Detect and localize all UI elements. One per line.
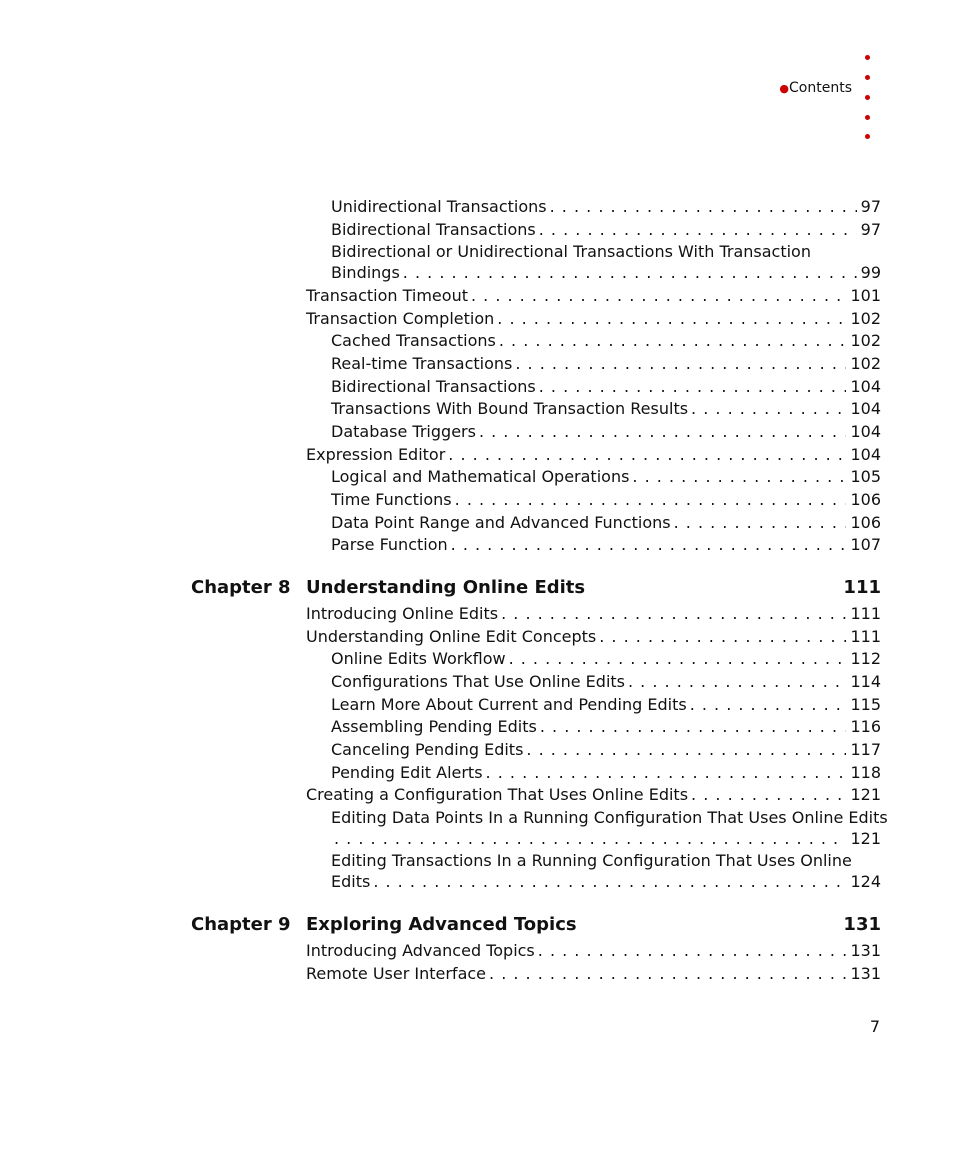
dot-leader bbox=[471, 285, 846, 307]
toc-entry-title: Online Edits Workflow bbox=[331, 649, 506, 668]
dot-leader bbox=[539, 376, 847, 398]
toc-entry-title: Edits bbox=[331, 872, 371, 891]
dot-leader bbox=[690, 694, 847, 716]
dot-leader bbox=[540, 716, 847, 738]
dot-leader bbox=[526, 739, 846, 761]
chapter-page: 131 bbox=[843, 914, 881, 935]
dot-leader bbox=[497, 308, 846, 330]
toc-entry-title: Creating a Configuration That Uses Online Edits bbox=[306, 785, 689, 804]
dot-leader bbox=[691, 784, 846, 806]
toc-entry[interactable] bbox=[331, 716, 881, 738]
toc-entry[interactable] bbox=[331, 398, 881, 420]
toc-entry-title-line[interactable]: Editing Data Points In a Running Configuration That Uses Online Edits bbox=[331, 808, 888, 827]
dot-leader bbox=[486, 762, 847, 784]
toc-entry[interactable] bbox=[331, 871, 881, 893]
dot-leader bbox=[451, 534, 847, 556]
dot-leader bbox=[479, 421, 847, 443]
toc-entry-title: Remote User Interface bbox=[306, 964, 487, 983]
toc-entry-title: Canceling Pending Edits bbox=[331, 740, 524, 759]
toc-entry-title: Bidirectional Transactions bbox=[331, 220, 536, 239]
toc-entry-page: 97 bbox=[860, 197, 881, 216]
toc-entry-page: 104 bbox=[850, 422, 881, 441]
toc-entry-page: 105 bbox=[850, 467, 881, 486]
toc-entry[interactable] bbox=[306, 308, 881, 330]
toc-entry-title: Transactions With Bound Transaction Results bbox=[331, 399, 689, 418]
toc-entry[interactable] bbox=[306, 444, 881, 466]
toc-entry[interactable] bbox=[331, 534, 881, 556]
dot-leader bbox=[455, 489, 847, 511]
toc-entry-page: 104 bbox=[850, 445, 881, 464]
toc-entry-title: Assembling Pending Edits bbox=[331, 717, 537, 736]
dot-leader bbox=[403, 262, 857, 284]
toc-entry-page: 112 bbox=[850, 649, 881, 668]
toc-entry[interactable] bbox=[331, 466, 881, 488]
toc-entry-title: Expression Editor bbox=[306, 445, 446, 464]
toc-entry[interactable] bbox=[306, 940, 881, 962]
toc-entry-title: Transaction Timeout bbox=[306, 286, 468, 305]
bullet-icon: ● bbox=[779, 82, 790, 95]
toc-entry[interactable] bbox=[331, 648, 881, 670]
toc-entry[interactable] bbox=[306, 285, 881, 307]
toc-entry-page: 101 bbox=[850, 286, 881, 305]
dot-leader bbox=[628, 671, 846, 693]
toc-entry[interactable] bbox=[331, 489, 881, 511]
dot-leader bbox=[515, 353, 846, 375]
dot-leader bbox=[691, 398, 846, 420]
toc-entry-page: 99 bbox=[860, 263, 881, 282]
dot-leader bbox=[501, 603, 846, 625]
toc-entry[interactable] bbox=[331, 196, 881, 218]
toc-entry-page: 111 bbox=[850, 604, 881, 623]
dot-leader bbox=[599, 626, 846, 648]
toc-entry[interactable] bbox=[306, 603, 881, 625]
toc-entry-title: Transaction Completion bbox=[306, 309, 495, 328]
toc-entry-title-line[interactable]: Editing Transactions In a Running Configuration That Uses Online bbox=[331, 851, 852, 870]
chapter-title[interactable]: Exploring Advanced Topics bbox=[306, 914, 577, 935]
chapter-page: 111 bbox=[843, 577, 881, 598]
toc-entry-title-line[interactable]: Bidirectional or Unidirectional Transactions With Transaction bbox=[331, 242, 811, 261]
toc-entry-page: 131 bbox=[850, 964, 881, 983]
toc-entry[interactable] bbox=[331, 376, 881, 398]
chapter-label: Chapter 9 bbox=[191, 914, 291, 935]
dot-leader bbox=[509, 648, 847, 670]
toc-entry-page: 106 bbox=[850, 513, 881, 532]
toc-entry[interactable] bbox=[306, 784, 881, 806]
toc-entry-page: 106 bbox=[850, 490, 881, 509]
toc-entry-page: 111 bbox=[850, 627, 881, 646]
toc-entry-title: Time Functions bbox=[331, 490, 452, 509]
toc-entry-page: 114 bbox=[850, 672, 881, 691]
dot-leader bbox=[448, 444, 846, 466]
running-head-text: Contents bbox=[789, 80, 852, 96]
toc-entry-page: 97 bbox=[860, 220, 881, 239]
toc-entry-page: 104 bbox=[850, 399, 881, 418]
toc-entry-page: 118 bbox=[850, 763, 881, 782]
toc-entry-title: Learn More About Current and Pending Edits bbox=[331, 695, 687, 714]
toc-entry-title: Database Triggers bbox=[331, 422, 476, 441]
toc-entry-page: 107 bbox=[850, 535, 881, 554]
toc-entry-title: Real-time Transactions bbox=[331, 354, 513, 373]
toc-entry[interactable] bbox=[331, 512, 881, 534]
page-number: 7 bbox=[869, 1017, 880, 1036]
dot-leader bbox=[550, 196, 857, 218]
toc-entry-title: Configurations That Use Online Edits bbox=[331, 672, 625, 691]
toc-entry-title: Introducing Advanced Topics bbox=[306, 941, 535, 960]
toc-entry-page: 124 bbox=[850, 872, 881, 891]
toc-entry-title: Parse Function bbox=[331, 535, 448, 554]
toc-entry[interactable] bbox=[331, 671, 881, 693]
toc-entry-page: 104 bbox=[850, 377, 881, 396]
toc-entry-title: Pending Edit Alerts bbox=[331, 763, 483, 782]
toc-entry[interactable] bbox=[306, 626, 881, 648]
toc-entry-title: Bidirectional Transactions bbox=[331, 377, 536, 396]
dot-leader bbox=[489, 963, 846, 985]
dot-leader bbox=[373, 871, 846, 893]
toc-entry[interactable] bbox=[331, 330, 881, 352]
toc-entry[interactable] bbox=[331, 694, 881, 716]
toc-entry[interactable] bbox=[331, 739, 881, 761]
toc-entry-title: Logical and Mathematical Operations bbox=[331, 467, 630, 486]
dot-leader bbox=[334, 828, 846, 850]
dot-leader bbox=[674, 512, 847, 534]
toc-entry-page: 115 bbox=[850, 695, 881, 714]
toc-entry-title: Bindings bbox=[331, 263, 400, 282]
toc-entry-title: Understanding Online Edit Concepts bbox=[306, 627, 597, 646]
toc-entry[interactable] bbox=[306, 963, 881, 985]
toc-entry-title: Introducing Online Edits bbox=[306, 604, 499, 623]
toc-entry-title: Cached Transactions bbox=[331, 331, 496, 350]
toc-entry[interactable] bbox=[331, 828, 881, 850]
toc-entry[interactable] bbox=[331, 353, 881, 375]
toc-entry-page: 121 bbox=[850, 785, 881, 804]
dot-leader bbox=[538, 940, 847, 962]
dot-leader bbox=[499, 330, 847, 352]
toc-entry-page: 121 bbox=[850, 829, 881, 848]
dot-leader bbox=[539, 219, 857, 241]
toc-entry-title: Unidirectional Transactions bbox=[331, 197, 547, 216]
toc-entry[interactable] bbox=[331, 262, 881, 284]
toc-entry-page: 102 bbox=[850, 331, 881, 350]
chapter-title[interactable]: Understanding Online Edits bbox=[306, 577, 586, 598]
toc-entry-title: Data Point Range and Advanced Functions bbox=[331, 513, 671, 532]
toc-entry-page: 131 bbox=[850, 941, 881, 960]
toc-entry[interactable] bbox=[331, 421, 881, 443]
toc-entry-page: 117 bbox=[850, 740, 881, 759]
toc-entry[interactable] bbox=[331, 219, 881, 241]
chapter-label: Chapter 8 bbox=[191, 577, 291, 598]
toc-entry[interactable] bbox=[331, 762, 881, 784]
toc-entry-page: 116 bbox=[850, 717, 881, 736]
toc-entry-page: 102 bbox=[850, 354, 881, 373]
toc-entry-page: 102 bbox=[850, 309, 881, 328]
dot-leader bbox=[632, 466, 846, 488]
